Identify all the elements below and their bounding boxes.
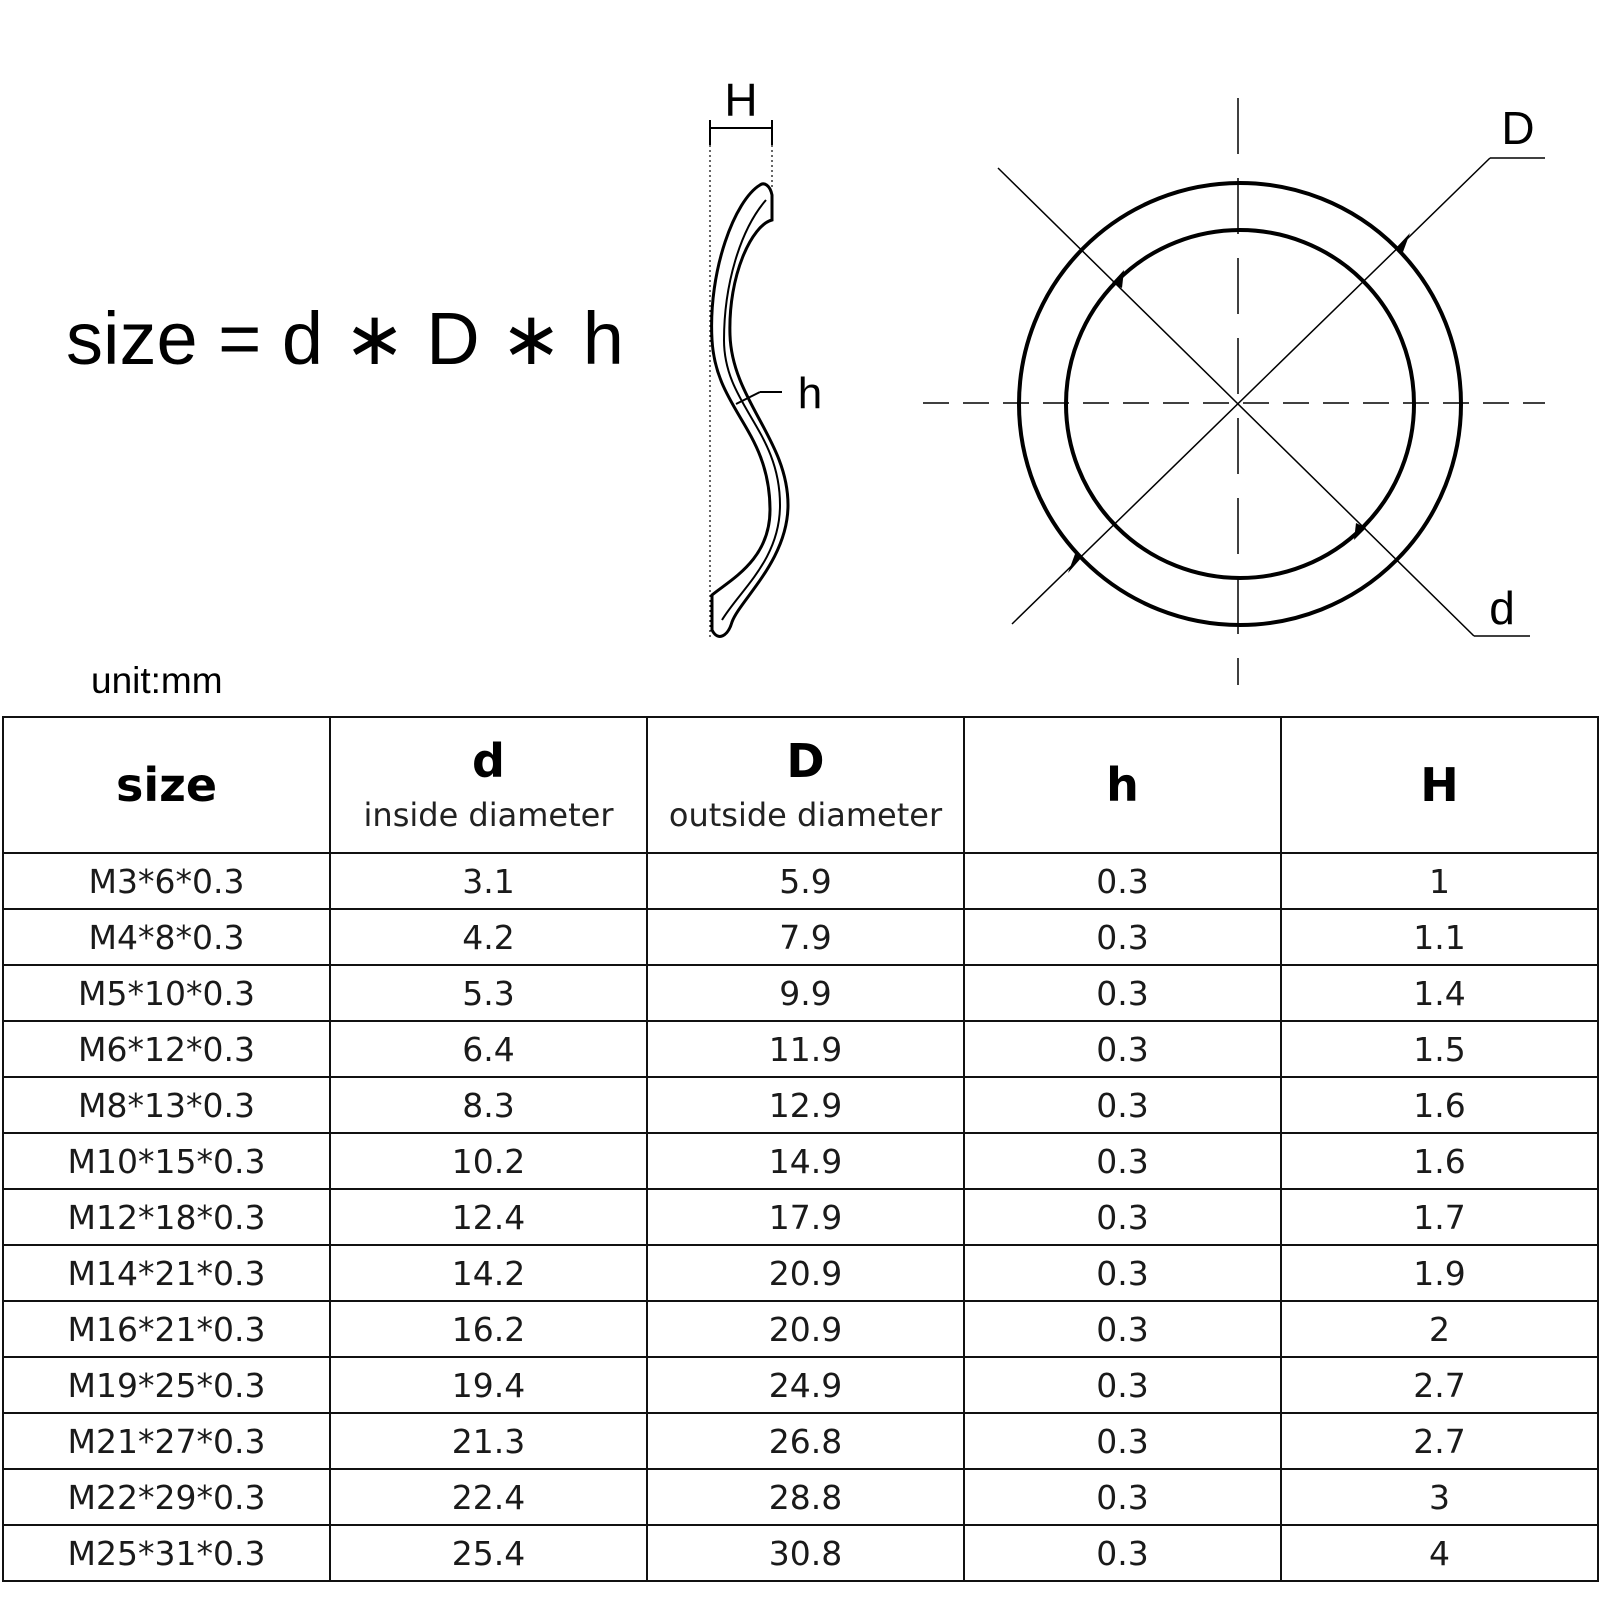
table-cell: 0.3 <box>964 1189 1281 1245</box>
table-cell: 0.3 <box>964 1077 1281 1133</box>
wave-washer-profile <box>712 184 788 637</box>
table-cell: 17.9 <box>647 1189 964 1245</box>
table-cell: 3 <box>1281 1469 1598 1525</box>
table-cell: 12.9 <box>647 1077 964 1133</box>
table-cell: M22*29*0.3 <box>3 1469 330 1525</box>
table-cell: 0.3 <box>964 1021 1281 1077</box>
label-H: H <box>724 74 758 126</box>
table-cell: 21.3 <box>330 1413 647 1469</box>
table-cell: M4*8*0.3 <box>3 909 330 965</box>
table-cell: 0.3 <box>964 965 1281 1021</box>
table-cell: 1.6 <box>1281 1133 1598 1189</box>
table-row <box>3 1525 1598 1581</box>
table-cell: M10*15*0.3 <box>3 1133 330 1189</box>
table-cell: M25*31*0.3 <box>3 1525 330 1581</box>
d-arrow-lower <box>1068 554 1082 573</box>
table-cell: 1.9 <box>1281 1245 1598 1301</box>
table-cell: 1.7 <box>1281 1189 1598 1245</box>
table-cell: 1 <box>1281 853 1598 909</box>
table-row <box>3 1357 1598 1413</box>
table-cell: 0.3 <box>964 1469 1281 1525</box>
table-cell: M14*21*0.3 <box>3 1245 330 1301</box>
table-cell: M16*21*0.3 <box>3 1301 330 1357</box>
outer-diameter-line <box>1012 158 1490 624</box>
table-cell: M21*27*0.3 <box>3 1413 330 1469</box>
column-header-description: outside diameter <box>668 796 943 835</box>
table-cell: 14.2 <box>330 1245 647 1301</box>
table-cell: 0.3 <box>964 1525 1281 1581</box>
table-cell: 7.9 <box>647 909 964 965</box>
table-cell: 0.3 <box>964 853 1281 909</box>
table-row <box>3 1469 1598 1525</box>
table-cell: 3.1 <box>330 853 647 909</box>
table-body <box>3 853 1598 1581</box>
column-header <box>330 717 647 853</box>
table-cell: M6*12*0.3 <box>3 1021 330 1077</box>
washer-front-view <box>900 80 1580 690</box>
table-row <box>3 909 1598 965</box>
table-cell: 0.3 <box>964 1413 1281 1469</box>
table-cell: 2 <box>1281 1301 1598 1357</box>
table-cell: 30.8 <box>647 1525 964 1581</box>
label-d: d <box>1489 582 1515 634</box>
table-cell: 14.9 <box>647 1133 964 1189</box>
column-header <box>964 717 1281 853</box>
table-cell: 19.4 <box>330 1357 647 1413</box>
table-cell: 1.6 <box>1281 1077 1598 1133</box>
table-cell: 24.9 <box>647 1357 964 1413</box>
table-cell: 10.2 <box>330 1133 647 1189</box>
spec-table <box>2 716 1599 1582</box>
table-row <box>3 1413 1598 1469</box>
column-header <box>647 717 964 853</box>
washer-side-view <box>690 70 850 650</box>
d-arrow-upper <box>1395 233 1410 252</box>
label-h: h <box>797 369 823 418</box>
table-cell: 0.3 <box>964 1245 1281 1301</box>
table-cell: 0.3 <box>964 1133 1281 1189</box>
column-header-symbol: D <box>786 733 825 788</box>
column-header-symbol: H <box>1420 757 1459 812</box>
table-row <box>3 1245 1598 1301</box>
table-row <box>3 1021 1598 1077</box>
table-cell: 20.9 <box>647 1301 964 1357</box>
unit-label: unit:mm <box>91 660 223 701</box>
table-cell: 25.4 <box>330 1525 647 1581</box>
table-cell: 6.4 <box>330 1021 647 1077</box>
table-cell: 1.4 <box>1281 965 1598 1021</box>
table-cell: 2.7 <box>1281 1413 1598 1469</box>
table-cell: 2.7 <box>1281 1357 1598 1413</box>
table-cell: M8*13*0.3 <box>3 1077 330 1133</box>
column-header-symbol: d <box>472 733 505 788</box>
table-cell: 8.3 <box>330 1077 647 1133</box>
column-header <box>3 717 330 853</box>
table-cell: M3*6*0.3 <box>3 853 330 909</box>
table-cell: 4 <box>1281 1525 1598 1581</box>
table-row <box>3 1133 1598 1189</box>
table-cell: 9.9 <box>647 965 964 1021</box>
table-row <box>3 853 1598 909</box>
table-row <box>3 965 1598 1021</box>
table-cell: 4.2 <box>330 909 647 965</box>
table-cell: 20.9 <box>647 1245 964 1301</box>
table-cell: M12*18*0.3 <box>3 1189 330 1245</box>
table-row <box>3 1301 1598 1357</box>
table-cell: 28.8 <box>647 1469 964 1525</box>
column-header-description: inside diameter <box>363 796 614 835</box>
size-formula: size = d ∗ D ∗ h <box>66 297 624 380</box>
table-header-row <box>3 717 1598 853</box>
table-cell: 22.4 <box>330 1469 647 1525</box>
table-row <box>3 1189 1598 1245</box>
column-header-symbol: h <box>1106 757 1139 812</box>
table-cell: 1.5 <box>1281 1021 1598 1077</box>
table-cell: 5.3 <box>330 965 647 1021</box>
table-cell: 1.1 <box>1281 909 1598 965</box>
wave-washer-inner-edge <box>722 200 780 620</box>
table-row <box>3 1077 1598 1133</box>
table-cell: M19*25*0.3 <box>3 1357 330 1413</box>
table-cell: 11.9 <box>647 1021 964 1077</box>
table-cell: 5.9 <box>647 853 964 909</box>
table-cell: 16.2 <box>330 1301 647 1357</box>
column-header <box>1281 717 1598 853</box>
inner-diameter-line <box>998 168 1474 636</box>
label-D: D <box>1501 102 1535 154</box>
table-cell: 12.4 <box>330 1189 647 1245</box>
table-cell: 26.8 <box>647 1413 964 1469</box>
table-cell: 0.3 <box>964 1301 1281 1357</box>
column-header-symbol: size <box>115 757 218 812</box>
table-cell: M5*10*0.3 <box>3 965 330 1021</box>
table-cell: 0.3 <box>964 909 1281 965</box>
table-cell: 0.3 <box>964 1357 1281 1413</box>
